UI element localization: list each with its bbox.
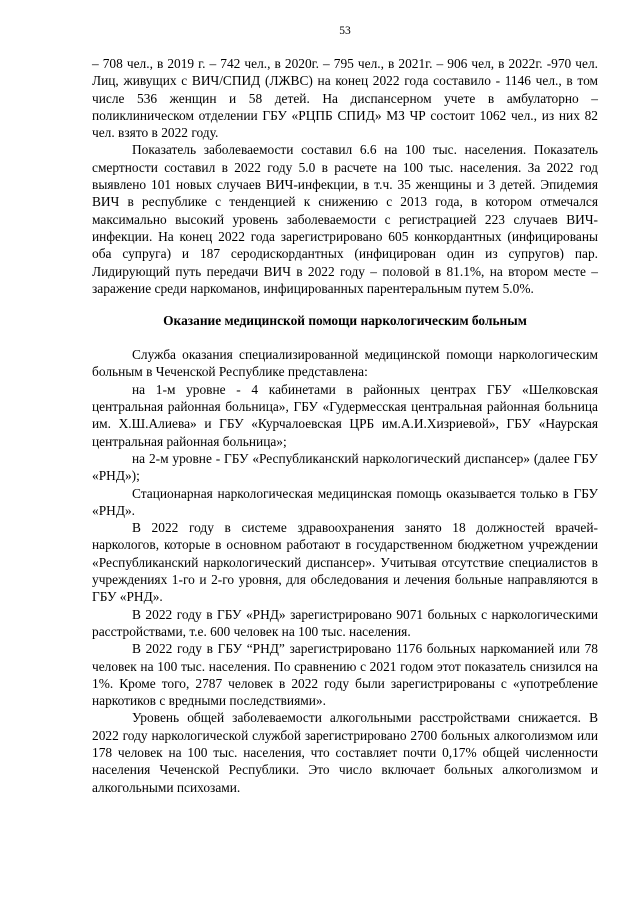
page-number: 53 [339,25,351,37]
paragraph-service-intro: Служба оказания специализированной медицинской помощи наркологическим больным в Чеченской Республике представлена: [92,347,598,380]
paragraph-level-2: на 2-м уровне - ГБУ «Республиканский наркологический диспансер» (далее ГБУ «РНД»); [92,450,598,484]
section-heading: Оказание медицинской помощи наркологическим больным [163,313,527,329]
paragraph-alcohol-disorders: Уровень общей заболеваемости алкогольными расстройствами снижается. В 2022 году наркологической службой зарегистрировано 2700 больных алкоголизмом или 178 человек на 100 тыс. населения, что составляет почти 0,17% общей численности населения Чеченской Республики. Это число включает больных алкоголизмом и алкогольными психозами. [92,710,598,795]
paragraph-hiv-incidence: Показатель заболеваемости составил 6.6 на 100 тыс. населения. Показатель смертности составил в 2022 году 5.0 в расчете на 100 тыс. населения. За 2022 год выявлено 101 новых случаев ВИЧ-инфекции, в т.ч. 35 женщины и 3 детей. Эпидемия ВИЧ в республике с тенденцией к снижению с 2013 года, в котором отмечался максимально высокий уровень заболеваемости с регистрацией 223 случаев ВИЧ-инфекции. На конец 2022 года зарегистрировано 605 конкордантных (инфицированы оба супруга) и 187 серодискордантных (инфицирован один из супругов) пар. Лидирующий путь передачи ВИЧ в 2022 году – половой в 81.1%, на втором месте – заражение среди наркоманов, инфицированных парентеральным путем 5.0%. [92,142,598,296]
paragraph-narcologists-staff: В 2022 году в системе здравоохранения занято 18 должностей врачей-наркологов, которые в основном работают в государственном бюджетном учреждении «Республиканский наркологический диспансер». Учитывая отсутствие специалистов в учреждениях 1-го и 2-го уровня, для обследования и лечения больные направляются в ГБУ «РНД». [92,520,598,605]
document-page [92,24,598,796]
paragraph-inpatient-care: Стационарная наркологическая медицинская помощь оказывается только в ГБУ «РНД». [92,485,598,518]
paragraph-hiv-cases: – 708 чел., в 2019 г. – 742 чел., в 2020г. – 795 чел., в 2021г. – 906 чел, в 2022г. -970 чел. Лиц, живущих с ВИЧ/СПИД (ЛЖВС) на конец 2022 года составило - 1146 чел., в том числе 536 женщин и 58 детей. На диспансерном учете в амбулаторно – поликлиническом отделении ГБУ «РЦПБ СПИД» МЗ ЧР состоит 1062 чел., из них 82 чел. взято в 2022 году. [92,56,598,141]
paragraph-drug-addiction: В 2022 году в ГБУ “РНД” зарегистрировано 1176 больных наркоманией или 78 человек на 100 тыс. населения. По сравнению с 2021 годом этот показатель снизился на 1%. Кроме того, 2787 человек в 2022 году были зарегистрированы с «употребление наркотиков с вредными последствиями». [92,641,598,709]
paragraph-registered-patients: В 2022 году в ГБУ «РНД» зарегистрировано 9071 больных с наркологическими расстройствами, т.е. 600 человек на 100 тыс. населения. [92,606,598,639]
paragraph-level-1: на 1-м уровне - 4 кабинетами в районных центрах ГБУ «Шелковская центральная районная больница», ГБУ «Гудермесская центральная районная больница им. Х.Ш.Алиева» и ГБУ «Курчалоевская ЦРБ им.А.И.Хизриевой», ГБУ «Наурская центральная районная больница»; [92,381,598,449]
